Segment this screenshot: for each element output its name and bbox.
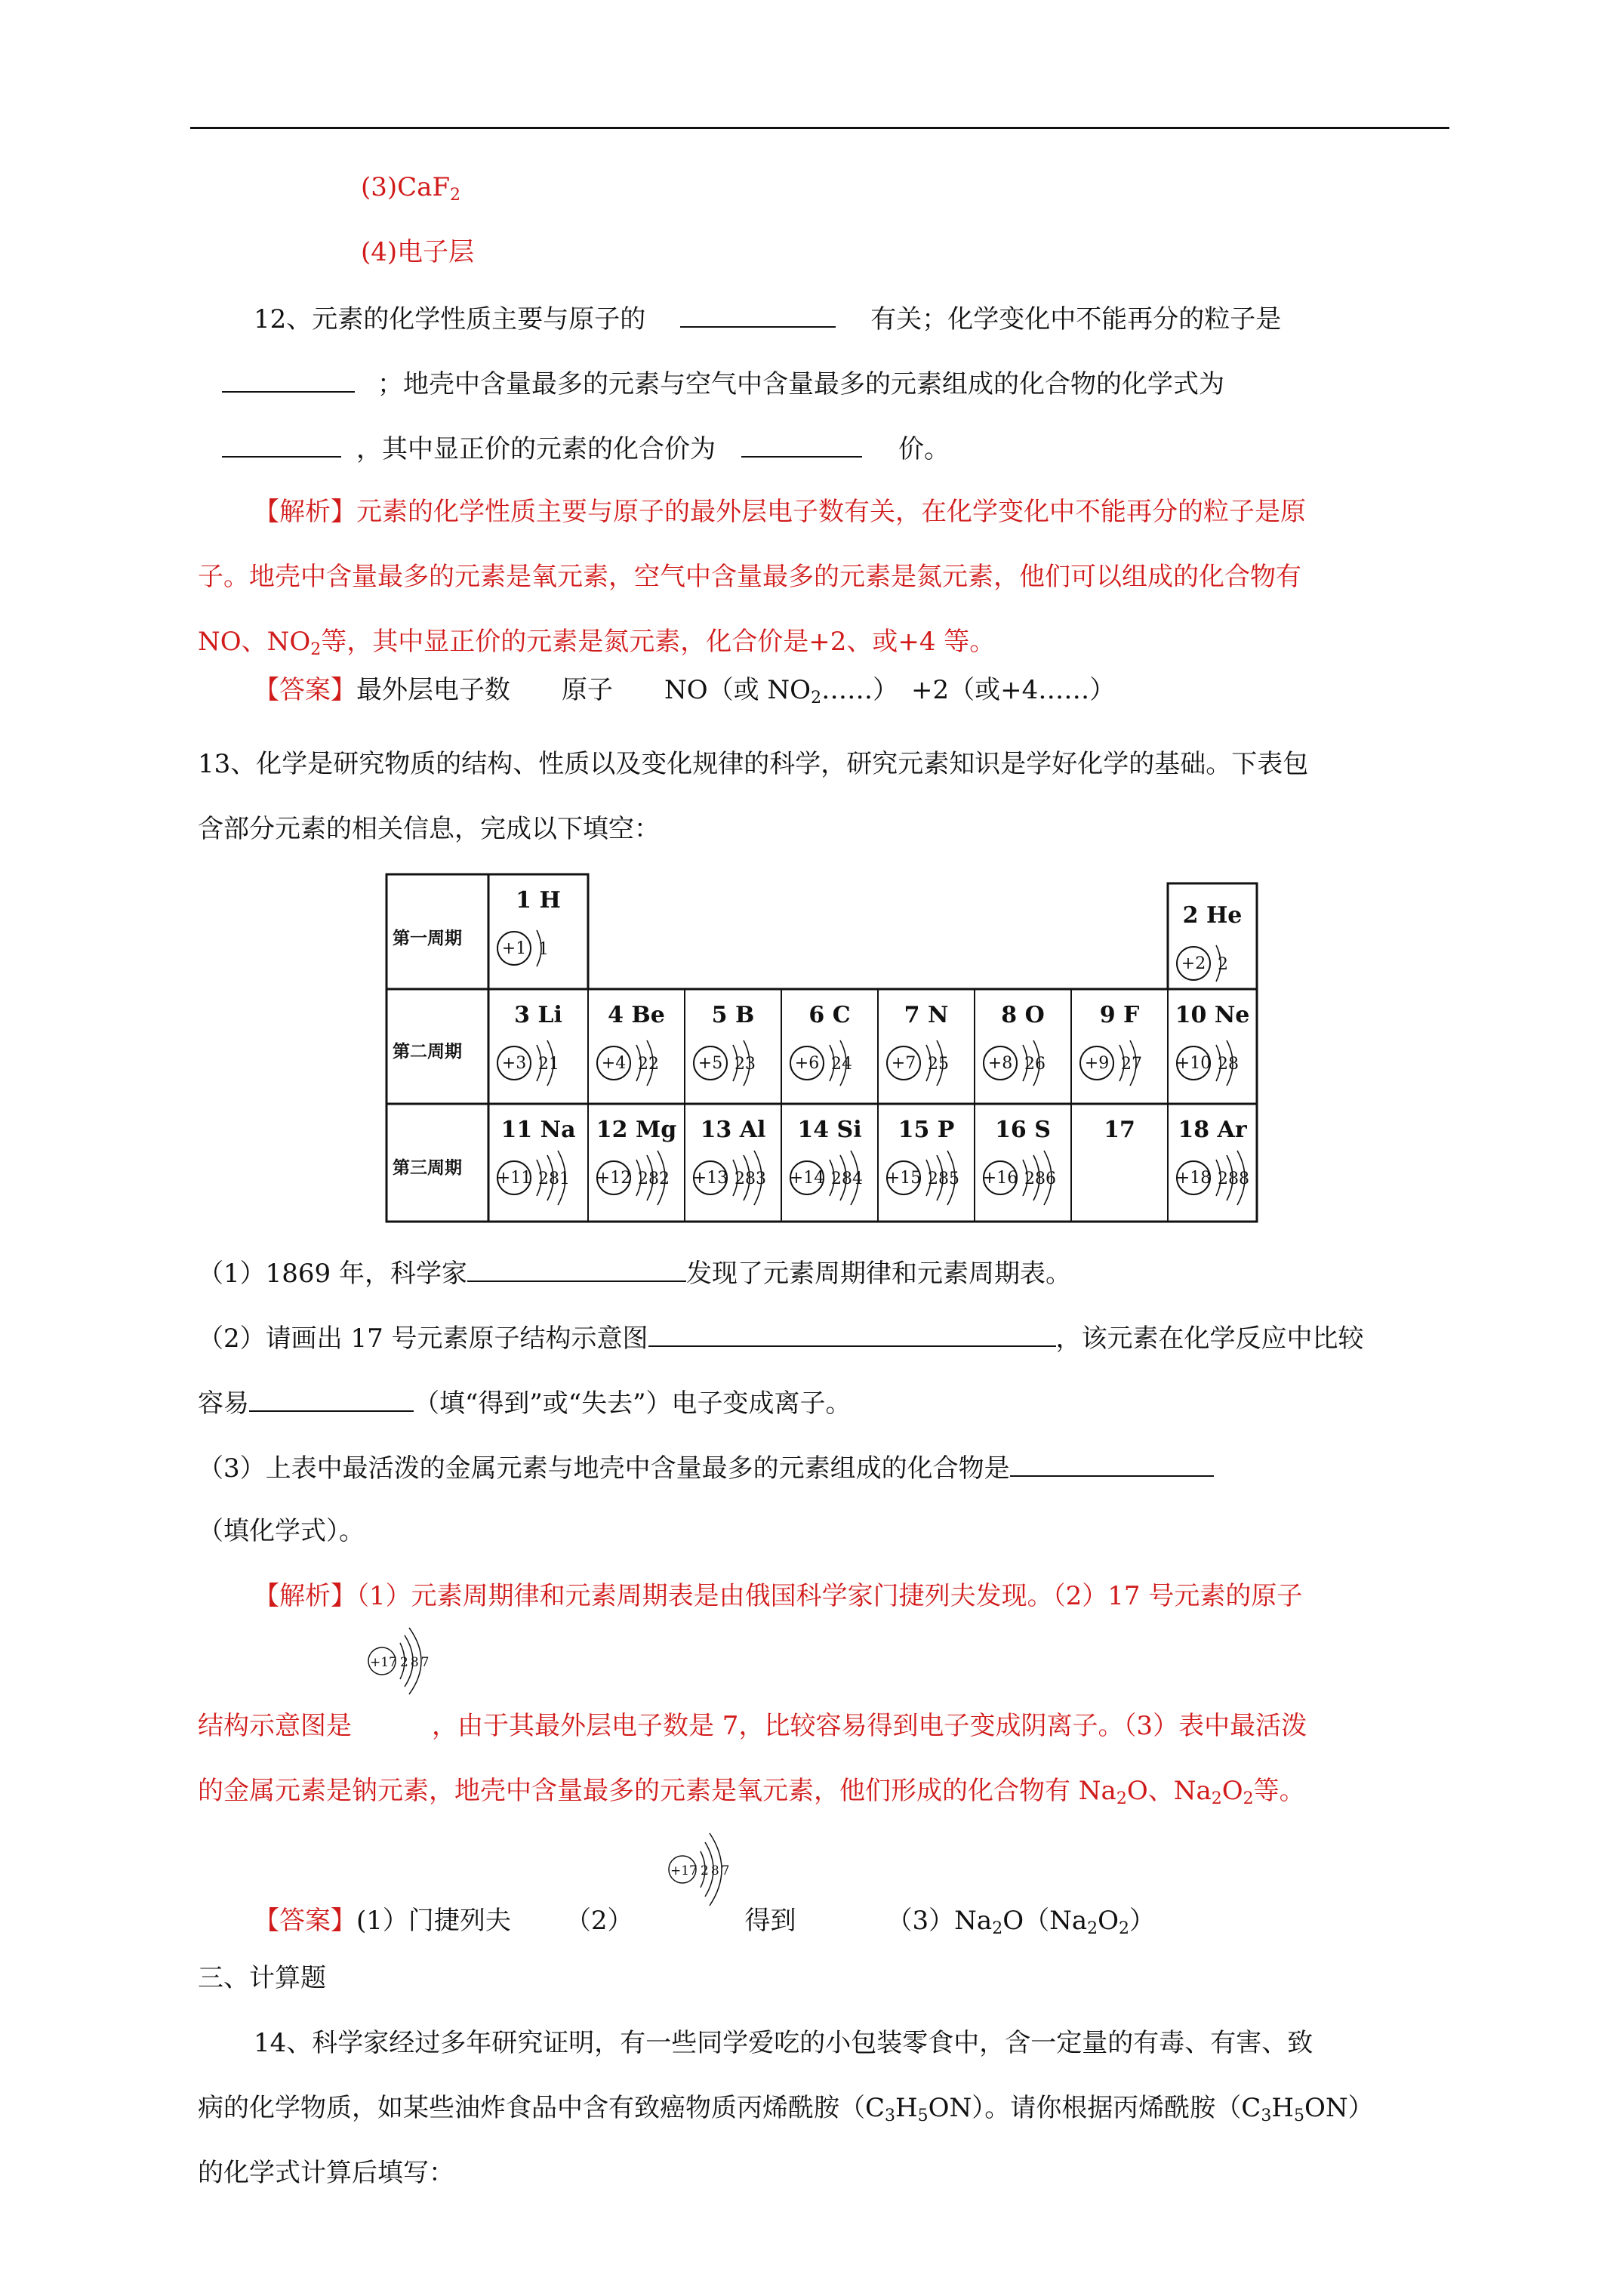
row2-cell-4 xyxy=(887,1002,949,1086)
nucleus-charge: +9 xyxy=(1084,1054,1110,1073)
q14-line2: 病的化学物质，如某些油炸食品中含有致癌物质丙烯酰胺$(C_3H_5ON)$。请你根据丙烯酰胺$(C_3H_5ON)$ xyxy=(198,2093,1374,2125)
nucleus-charge: +4 xyxy=(601,1054,627,1073)
element-label: 16 S xyxy=(995,1117,1051,1143)
shell-electron-count: 2 xyxy=(735,1170,745,1188)
element-label: 17 xyxy=(1104,1117,1135,1143)
shell-electron-count: 5 xyxy=(949,1170,959,1188)
q12-line2: ；地壳中含量最多的元素与空气中含量最多的元素组成的化合物的化学式为 xyxy=(222,365,1224,401)
row3-cell-0 xyxy=(497,1117,576,1205)
shell-electron-count: 2 xyxy=(735,1055,745,1074)
row3-cell-2 xyxy=(693,1117,766,1205)
shell-electron-count: 8 xyxy=(745,1170,756,1188)
element-label: 9 F xyxy=(1099,1002,1140,1028)
element-label: 3 Li xyxy=(514,1002,562,1028)
shell-electron-count: 2 xyxy=(1218,955,1228,974)
q12-analysis-line2: 子。地壳中含量最多的元素是氧元素，空气中含量最多的元素是氮元素，他们可以组成的化合物有 xyxy=(198,562,1301,592)
shell-electron-count: 1 xyxy=(549,1055,559,1074)
nucleus-charge: +3 xyxy=(501,1054,527,1073)
shell-electron-count: 1 xyxy=(559,1170,570,1188)
element-label: 10 Ne xyxy=(1175,1002,1250,1028)
element-label: 12 Mg xyxy=(596,1117,677,1143)
nucleus-charge: +7 xyxy=(891,1054,916,1073)
shell-electron-count: 8 xyxy=(1239,1170,1249,1188)
row2-cell-7 xyxy=(1175,1002,1250,1086)
svg-text:287: 287 xyxy=(400,1655,432,1670)
shell-electron-count: 6 xyxy=(1035,1055,1046,1074)
q13-analysis-line2: 结构示意图是 ，由于其最外层电子数是 7，比较容易得到电子变成阴离子。（3）表中最活泼 xyxy=(198,1711,1307,1741)
period-label-2: 第二周期 xyxy=(393,1042,462,1062)
element-label: 18 Ar xyxy=(1178,1117,1247,1143)
row2-cell-2 xyxy=(694,1002,756,1086)
row2-cell-5 xyxy=(984,1002,1046,1086)
nucleus-charge: +10 xyxy=(1175,1054,1212,1073)
q13-blank-scientist[interactable] xyxy=(467,1255,686,1282)
q14-line3: 的化学式计算后填写： xyxy=(198,2158,454,2188)
q12-blank2[interactable] xyxy=(222,365,355,393)
row2-cell-1 xyxy=(597,1002,665,1086)
q13-analysis-line3: 的金属元素是钠元素，地壳中含量最多的元素是氧元素，他们形成的化合物有 $Na_2O$、$Na_2O_2$等。 xyxy=(198,1776,1305,1808)
section-title-calculation: 三、计算题 xyxy=(198,1963,326,1993)
shell-electron-count: 8 xyxy=(1035,1170,1046,1188)
q12-blank1[interactable] xyxy=(680,300,836,328)
shell-electron-count: 2 xyxy=(638,1170,648,1188)
period-label-1: 第一周期 xyxy=(393,929,462,948)
q13-sub1: （1）1869 年，科学家 发现了元素周期律和元素周期表。 xyxy=(198,1255,1071,1290)
nucleus-charge: +6 xyxy=(794,1054,820,1073)
element-label: 1 H xyxy=(516,887,561,914)
q13-line2: 含部分元素的相关信息，完成以下填空： xyxy=(198,814,660,844)
nucleus-charge: +16 xyxy=(982,1169,1018,1188)
element-label: 4 Be xyxy=(608,1002,665,1028)
shell-electron-count: 2 xyxy=(538,1170,549,1188)
row3-cell-7 xyxy=(1176,1117,1249,1205)
q13-blank-diagram[interactable] xyxy=(648,1320,1056,1347)
shell-electron-count: 8 xyxy=(842,1170,852,1188)
q12-line1: 12、元素的化学性质主要与原子的 有关；化学变化中不能再分的粒子是 xyxy=(254,300,1281,336)
nucleus-charge: +14 xyxy=(789,1169,825,1188)
nucleus-charge: +12 xyxy=(596,1169,632,1188)
element-label: 2 He xyxy=(1182,902,1243,929)
nucleus-charge: +8 xyxy=(987,1054,1013,1073)
shell-electron-count: 3 xyxy=(756,1170,766,1188)
q13-line1: 13、化学是研究物质的结构、性质以及变化规律的科学，研究元素知识是学好化学的基础。下表包 xyxy=(198,749,1309,779)
row3-cell-4 xyxy=(886,1117,959,1205)
shell-electron-count: 2 xyxy=(1218,1170,1228,1188)
shell-electron-count: 2 xyxy=(638,1055,648,1074)
element-label: 14 Si xyxy=(797,1117,862,1143)
answer-atom-diagram xyxy=(666,1820,764,1910)
row3-cell-1 xyxy=(596,1117,676,1205)
element-label: 11 Na xyxy=(500,1117,576,1143)
shell-electron-count: 2 xyxy=(659,1170,670,1188)
shell-electron-count: 8 xyxy=(1228,1170,1239,1188)
shell-electron-count: 2 xyxy=(831,1170,842,1188)
q12-answer: 【答案】最外层电子数 原子 NO（或 $NO_2\dots\dots$） +2（或+4……） xyxy=(254,675,1116,707)
shell-electron-count: 2 xyxy=(1121,1055,1132,1074)
q12-blank3[interactable] xyxy=(222,430,341,458)
row2-cell-0 xyxy=(497,1002,562,1086)
nucleus-charge: +13 xyxy=(692,1169,728,1188)
chlorine-atom-diagram xyxy=(365,1622,463,1712)
element-label: 13 Al xyxy=(700,1117,766,1143)
element-label: 15 P xyxy=(898,1117,955,1143)
shell-electron-count: 2 xyxy=(1024,1055,1035,1074)
period-label-3: 第三周期 xyxy=(393,1158,462,1178)
nucleus-charge: +1 xyxy=(501,939,527,958)
shell-electron-count: 2 xyxy=(928,1055,938,1074)
shell-electron-count: 2 xyxy=(928,1170,938,1188)
q12-line3: ，其中显正价的元素的化合价为 价。 xyxy=(222,430,950,466)
element-label: 8 O xyxy=(1001,1002,1045,1028)
row3-cell-3 xyxy=(790,1117,863,1205)
q13-sub3-cont: （填化学式）。 xyxy=(198,1516,365,1546)
q13-sub2-cont: 容易 （填“得到”或“失去”）电子变成离子。 xyxy=(198,1385,852,1420)
q13-sub2: （2）请画出 17 号元素原子结构示意图 ，该元素在化学反应中比较 xyxy=(198,1320,1364,1355)
shell-electron-count: 8 xyxy=(648,1170,659,1188)
q14-line1: 14、科学家经过多年研究证明，有一些同学爱吃的小包装零食中，含一定量的有毒、有害、致 xyxy=(254,2028,1313,2058)
nucleus-charge: +18 xyxy=(1175,1169,1212,1188)
q12-blank4[interactable] xyxy=(741,430,862,458)
header-rule xyxy=(190,127,1449,129)
row2-cell-3 xyxy=(790,1002,852,1086)
row2-cell-6 xyxy=(1080,1002,1142,1086)
shell-electron-count: 2 xyxy=(1024,1170,1035,1188)
q12-analysis-line3: NO、$NO_2$等，其中显正价的元素是氮元素，化合价是+2、或+4 等。 xyxy=(198,627,996,659)
shell-electron-count: 2 xyxy=(648,1055,659,1074)
periodic-table-figure xyxy=(377,868,1261,1238)
row1-cell-0 xyxy=(497,887,561,966)
svg-text:+17: +17 xyxy=(370,1655,397,1670)
element-label: 6 C xyxy=(808,1002,851,1028)
shell-electron-count: 2 xyxy=(1218,1055,1228,1074)
row1-cell-1 xyxy=(1177,902,1242,982)
shell-electron-count: 3 xyxy=(745,1055,756,1074)
shell-electron-count: 4 xyxy=(842,1055,852,1074)
shell-electron-count: 4 xyxy=(852,1170,863,1188)
q13-blank-gain-lose[interactable] xyxy=(249,1385,414,1412)
shell-electron-count: 5 xyxy=(938,1055,949,1074)
shell-electron-count: 2 xyxy=(831,1055,842,1074)
element-label: 5 B xyxy=(711,1002,755,1028)
nucleus-charge: +15 xyxy=(885,1169,922,1188)
svg-text:+17: +17 xyxy=(670,1863,698,1878)
shell-electron-count: 8 xyxy=(1228,1055,1239,1074)
prev-answer-3: (3)CaF$_2$ xyxy=(361,172,461,205)
nucleus-charge: +2 xyxy=(1181,954,1206,973)
q13-analysis-line1: 【解析】（1）元素周期律和元素周期表是由俄国科学家门捷列夫发现。（2）17 号元素的原子 xyxy=(254,1581,1303,1611)
q13-answer: 【答案】(1）门捷列夫 （2） 得到 $(3)Na_2O(Na_2O_2)$ xyxy=(254,1906,1155,1938)
element-label: 7 N xyxy=(904,1002,949,1028)
row3-cell-5 xyxy=(983,1117,1056,1205)
shell-electron-count: 1 xyxy=(538,940,549,959)
prev-answer-4: (4)电子层 xyxy=(361,237,475,267)
nucleus-charge: +11 xyxy=(496,1169,532,1188)
nucleus-charge: +5 xyxy=(698,1054,723,1073)
shell-electron-count: 8 xyxy=(938,1170,949,1188)
shell-electron-count: 6 xyxy=(1046,1170,1056,1188)
q12-analysis-line1: 【解析】元素的化学性质主要与原子的最外层电子数有关，在化学变化中不能再分的粒子是原 xyxy=(254,497,1306,527)
svg-text:287: 287 xyxy=(701,1863,732,1878)
shell-electron-count: 7 xyxy=(1132,1055,1142,1074)
shell-electron-count: 8 xyxy=(549,1170,559,1188)
q13-sub3: （3）上表中最活泼的金属元素与地壳中含量最多的元素组成的化合物是 xyxy=(198,1450,1214,1485)
q13-blank-compound[interactable] xyxy=(1010,1450,1214,1477)
shell-electron-count: 2 xyxy=(538,1055,549,1074)
row3-cell-6 xyxy=(1104,1117,1135,1143)
